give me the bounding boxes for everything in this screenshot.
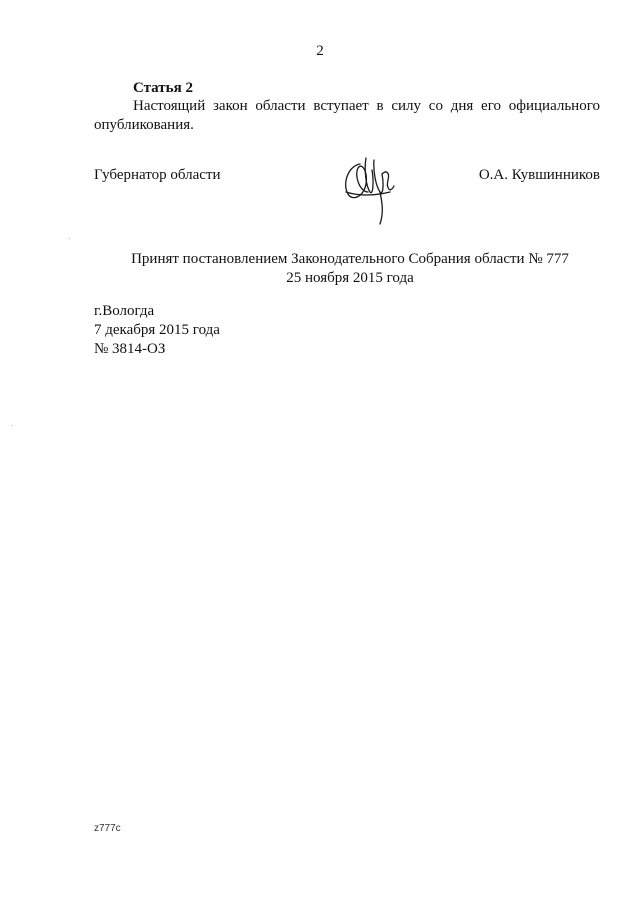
city: г.Вологда <box>94 303 155 319</box>
signing-date: 7 декабря 2015 года <box>94 322 220 338</box>
page-number: 2 <box>316 43 324 59</box>
footer-code: z777c <box>94 823 121 834</box>
place-date-block <box>94 302 220 359</box>
article-body-line-1: Настоящий закон области вступает в силу со дня его официального <box>133 98 600 114</box>
article-body-line-2: опубликования. <box>94 117 194 133</box>
signer-title: Губернатор области <box>94 167 221 183</box>
adoption-date: 25 ноября 2015 года <box>286 270 414 286</box>
article-heading: Статья 2 <box>133 80 193 96</box>
scan-speck <box>69 238 70 239</box>
article-body <box>94 97 600 135</box>
signer-name: О.А. Кувшинников <box>478 167 600 183</box>
handwritten-signature-icon <box>340 150 398 230</box>
law-number: № 3814-ОЗ <box>94 341 166 357</box>
adoption-line-1: Принят постановлением Законодательного Собрания области № 777 <box>131 251 569 267</box>
scan-speck <box>11 425 12 426</box>
adoption-statement <box>0 250 640 288</box>
